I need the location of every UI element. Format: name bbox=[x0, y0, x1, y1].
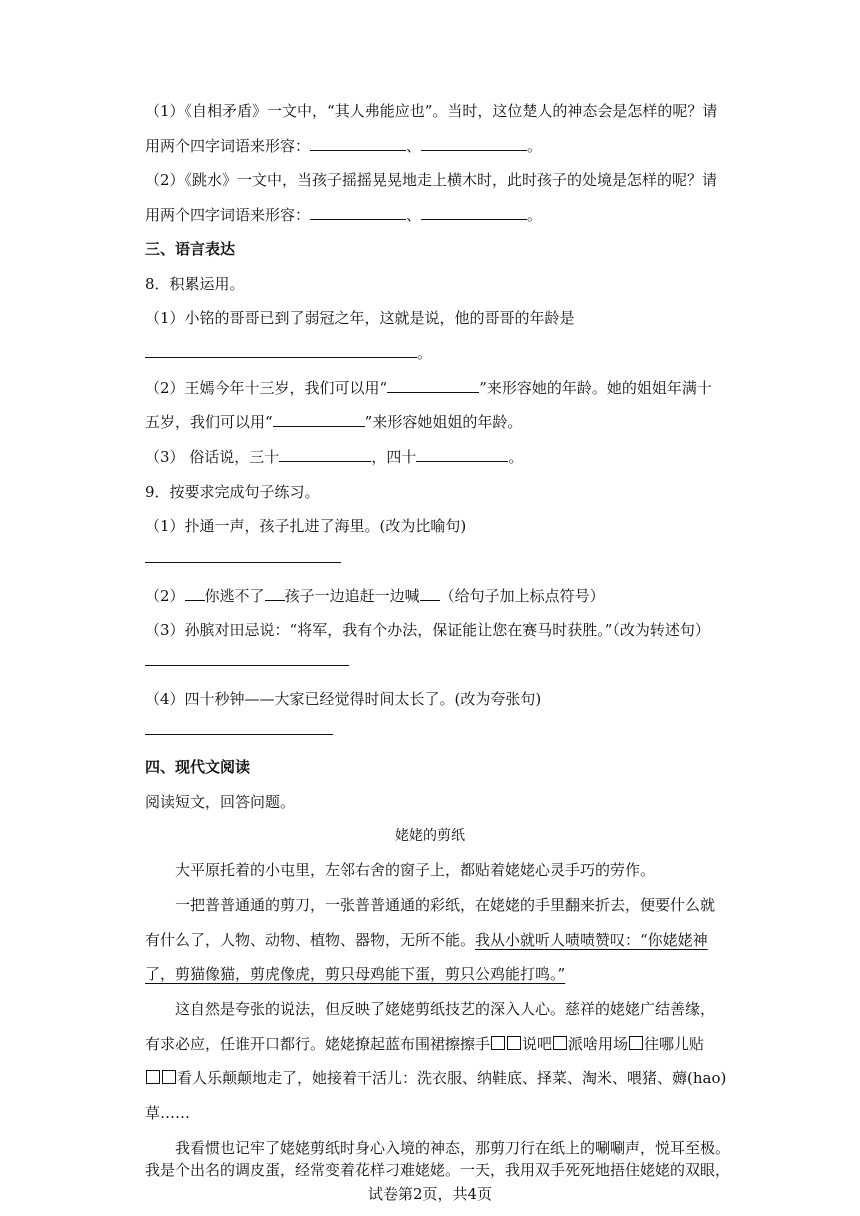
article-paragraph-3-line3 bbox=[145, 1068, 726, 1088]
q8-part2-text-b: ”来形容她的年龄。她的姐姐年满十 bbox=[479, 379, 712, 397]
q7-part2-line2 bbox=[145, 205, 542, 225]
separator: 、 bbox=[406, 137, 422, 155]
q8-part1: （1）小铭的哥哥已到了弱冠之年，这就是说，他的哥哥的年龄是 bbox=[145, 309, 575, 327]
answer-blank[interactable] bbox=[273, 412, 365, 427]
article-title: 姥姥的剪纸 bbox=[395, 828, 465, 844]
underlined-sentence: 我从小就听人啧啧赞叹：“你姥姥神 bbox=[475, 931, 708, 949]
article-text: 往哪儿贴 bbox=[644, 1035, 705, 1053]
q9-part1-answer-line[interactable] bbox=[145, 562, 341, 563]
article-paragraph-2-line2 bbox=[145, 930, 708, 950]
punctuation-box[interactable] bbox=[629, 1036, 643, 1050]
answer-blank[interactable] bbox=[416, 447, 508, 462]
q9-stem: 9．按要求完成句子练习。 bbox=[145, 483, 320, 501]
q8-part3-text-a: （3） 俗话说，三十 bbox=[145, 448, 280, 466]
q9-part3: （3）孙膑对田忌说：“将军，我有个办法，保证能让您在赛马时获胜。”（改为转述句） bbox=[145, 621, 710, 639]
answer-blank[interactable] bbox=[145, 343, 417, 358]
q7-part2-prompt: 用两个四字词语来形容： bbox=[145, 206, 311, 224]
q9-part4: （4）四十秒钟——大家已经觉得时间太长了。(改为夸张句) bbox=[145, 690, 542, 708]
q8-part2-text-d: ”来形容她姐姐的年龄。 bbox=[364, 413, 523, 431]
article-text: 有什么了，人物、动物、植物、器物，无所不能。 bbox=[145, 931, 476, 949]
period: 。 bbox=[527, 206, 543, 224]
reading-instruction: 阅读短文，回答问题。 bbox=[145, 793, 296, 811]
period: 。 bbox=[417, 344, 433, 362]
q8-stem: 8．积累运用。 bbox=[145, 275, 245, 293]
answer-blank[interactable] bbox=[265, 586, 285, 601]
answer-blank[interactable] bbox=[279, 447, 371, 462]
section4-title: 四、现代文阅读 bbox=[145, 758, 251, 776]
article-text: 说吧 bbox=[522, 1035, 553, 1053]
answer-blank[interactable] bbox=[421, 205, 527, 220]
article-text: 看人乐颠颠地走了，她接着干活儿：洗衣服、纳鞋底、择菜、淘米、喂猪、薅(hao) bbox=[177, 1069, 727, 1087]
article-paragraph-3-line2 bbox=[145, 1034, 704, 1054]
article-paragraph-1: 大平原托着的小屯里，左邻右舍的窗子上，都贴着姥姥心灵手巧的劳作。 bbox=[175, 861, 656, 879]
answer-blank[interactable] bbox=[421, 136, 527, 151]
q7-part1-prompt: 用两个四字词语来形容： bbox=[145, 137, 311, 155]
q7-part1-line2 bbox=[145, 136, 542, 156]
q9-part2-prefix: （2） bbox=[145, 587, 185, 605]
punctuation-box[interactable] bbox=[146, 1070, 160, 1084]
q9-part3-answer-line[interactable] bbox=[145, 665, 349, 666]
separator: 、 bbox=[406, 206, 422, 224]
q7-part2-line1: （2）《跳水》一文中，当孩子摇摇晃晃地走上横木时，此时孩子的处境是怎样的呢？请 bbox=[145, 171, 718, 189]
section3-title: 三、语言表达 bbox=[145, 240, 236, 258]
q8-part1-answer-line bbox=[145, 343, 432, 363]
q8-part2-text-c: 五岁，我们可以用“ bbox=[145, 413, 273, 431]
article-paragraph-2-line1: 一把普普通通的剪刀，一张普普通通的彩纸，在姥姥的手里翻来折去，便要什么就 bbox=[175, 896, 716, 914]
article-text: 派啥用场 bbox=[568, 1035, 629, 1053]
answer-blank[interactable] bbox=[310, 136, 406, 151]
punctuation-box[interactable] bbox=[553, 1036, 567, 1050]
q8-part3-text-b: ，四十 bbox=[371, 448, 417, 466]
period: 。 bbox=[508, 448, 524, 466]
punctuation-box[interactable] bbox=[162, 1070, 176, 1084]
article-paragraph-4-line2: 我是个出名的调皮蛋，经常变着花样刁难姥姥。一天，我用双手死死地捂住姥姥的双眼， bbox=[145, 1161, 731, 1179]
q9-part2-text-c: 孩子一边追赶一边喊 bbox=[284, 587, 420, 605]
q9-part4-answer-line[interactable] bbox=[145, 734, 333, 735]
answer-blank[interactable] bbox=[420, 586, 440, 601]
q9-part2-instruction: （给句子加上标点符号） bbox=[439, 587, 605, 605]
punctuation-box[interactable] bbox=[507, 1036, 521, 1050]
article-paragraph-2-line3: 了，剪猫像猫，剪虎像虎，剪只母鸡能下蛋，剪只公鸡能打鸣。” bbox=[145, 965, 566, 983]
q8-part3 bbox=[145, 447, 523, 467]
article-paragraph-3-line4: 草…… bbox=[145, 1104, 191, 1122]
answer-blank[interactable] bbox=[310, 205, 406, 220]
period: 。 bbox=[527, 137, 543, 155]
article-text: 有求必应，任谁开口都行。姥姥撩起蓝布围裙擦擦手 bbox=[145, 1035, 491, 1053]
answer-blank[interactable] bbox=[185, 586, 205, 601]
q8-part2-line1 bbox=[145, 378, 712, 398]
punctuation-box[interactable] bbox=[491, 1036, 505, 1050]
page-footer: 试卷第2页，共4页 bbox=[367, 1185, 493, 1203]
q9-part2-text-b: 你逃不了 bbox=[204, 587, 265, 605]
q8-part2-text-a: （2）王嫣今年十三岁，我们可以用“ bbox=[145, 379, 388, 397]
q9-part1: （1）扑通一声，孩子扎进了海里。(改为比喻句) bbox=[145, 517, 467, 535]
q7-part1-line1: （1）《自相矛盾》一文中，“其人弗能应也”。当时，这位楚人的神态会是怎样的呢？请 bbox=[145, 102, 718, 120]
q9-part2 bbox=[145, 586, 605, 606]
answer-blank[interactable] bbox=[387, 378, 479, 393]
article-paragraph-4-line1: 我看惯也记牢了姥姥剪纸时身心入境的神态，那剪刀行在纸上的唰唰声，悦耳至极。 bbox=[175, 1139, 731, 1157]
article-paragraph-3-line1: 这自然是夸张的说法，但反映了姥姥剪纸技艺的深入人心。慈祥的姥姥广结善缘， bbox=[175, 1000, 716, 1018]
q8-part2-line2 bbox=[145, 412, 522, 432]
